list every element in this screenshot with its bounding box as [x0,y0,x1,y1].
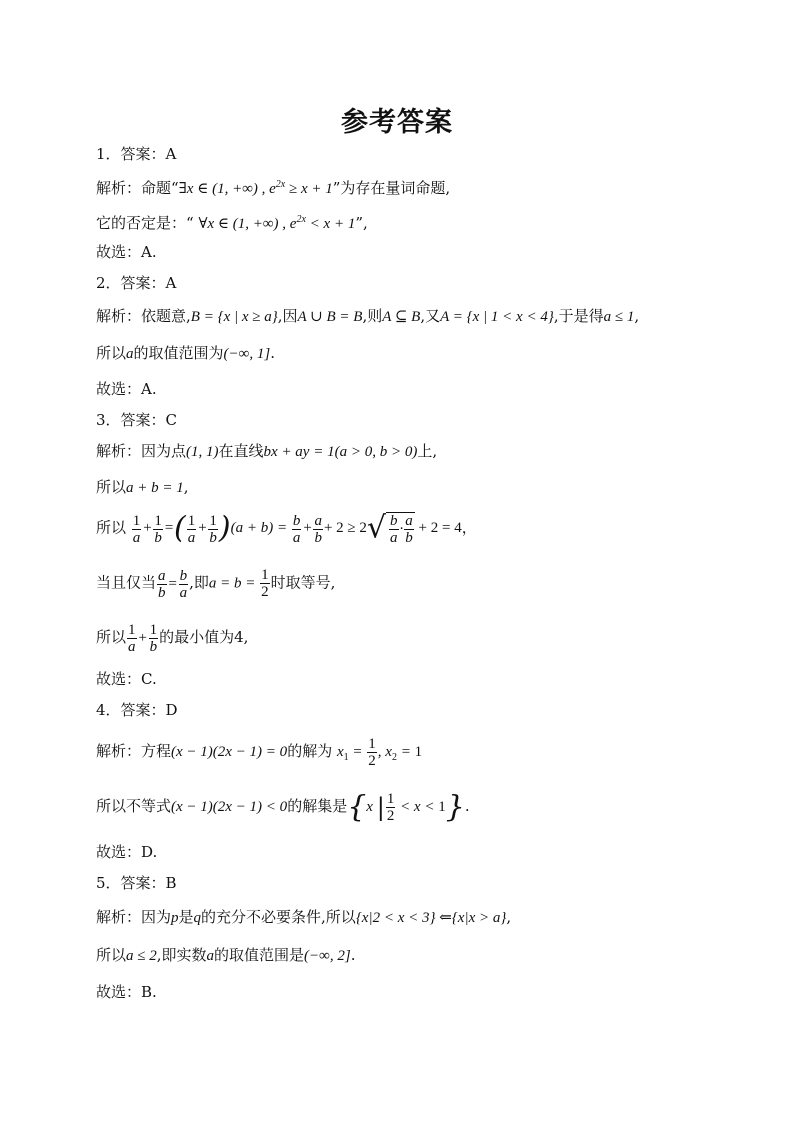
math: (x − 1)(2x − 1) < 0 [171,798,288,815]
q4-analysis-line1 [96,736,422,769]
math: A ⊆ B [382,309,421,325]
q3-analysis-line5 [96,622,248,655]
text: 解析：命题“ [96,179,179,197]
text: 当且仅当 [96,573,157,592]
q2-answer: 2．答案：A [96,274,177,292]
text: 解析：因为 [96,908,172,926]
math: a [126,346,134,362]
math: ∃x ∈ (1, +∞) , $e^{2x} \ge x + 1$ [178,179,333,197]
q1-conclusion: 故选：A. [96,243,157,261]
q3-analysis-line3: 所以 $\frac{1}{a}$ + $\frac{1}{b}$ =( $\frac{1}{a}$ + $\frac{1}{b}$ )(a + b) = $\frac{b}{a}$ + $\frac{a}{b}$ + 2 ≥ 2√ $\frac{b}{a}$ · $\frac{a}{b}$ + 2 = 4， [96,511,477,546]
q2-conclusion: 故选：A. [96,380,157,398]
q1-answer: 1．答案：A [96,145,177,163]
text: 的取值范围为 [133,344,224,362]
q3-conclusion: 故选：C. [96,670,157,688]
q4-analysis-line2 [96,791,470,824]
text: 上, [417,442,438,460]
text: 的最小值为4, [159,627,249,646]
math: (x − 1)(2x − 1) = 0 [171,743,288,760]
q2-analysis-line2 [96,343,275,364]
text: 是 [178,908,194,926]
math: $\frac{a}{b}$ = $\frac{b}{a}$ [158,567,188,601]
text: 所以 [96,946,127,964]
math: A ∪ B = B [297,309,363,325]
text: 所以不等式 [96,796,172,815]
text: ,又 [420,307,441,325]
q3-analysis-line4: 当且仅当 $\frac{a}{b}$ = $\frac{b}{a}$ ,即a = b = $\frac{1}{2}$ 时取等号, [96,567,336,601]
q5-analysis-line2 [96,945,355,966]
q3-analysis-line2 [96,477,189,498]
math: a [206,948,215,964]
q3-answer: 3．答案：C [96,411,178,429]
math: (1, 1) [186,444,219,460]
math: {x | $\frac{1}{2}$ < x < 1} [347,789,465,825]
math: a + b = 1 [126,480,184,496]
text: , [634,307,640,325]
text: ,因 [277,307,298,325]
math: a ≤ 2 [126,948,157,964]
text: ,于是得 [553,307,604,325]
q4-answer: 4．答案：D [96,701,178,719]
math: a ≤ 1 [603,309,635,325]
math: A = {x | 1 < x < 4} [440,309,554,325]
text: , [183,478,189,496]
q5-analysis-line1 [96,907,511,928]
text: . [270,344,275,362]
page-title: 参考答案 [341,107,453,138]
text: ,则 [362,307,383,325]
math: (−∞, 2] [304,948,351,964]
math: $\frac{1}{a}$ + $\frac{1}{b}$ [128,622,158,655]
q1-analysis-line1 [96,175,450,199]
text: , [506,908,512,926]
text: ”为存在量词命题, [332,179,451,197]
math: p [171,910,179,926]
text: 解析：因为点 [96,442,187,460]
text: 解析：方程 [96,741,172,760]
math: B = {x | x ≥ a} [190,309,278,325]
q5-conclusion: 故选：B. [96,983,157,1001]
inequality-derivation: $\frac{1}{a}$ + $\frac{1}{b}$ =( $\frac{1}{a}$ + $\frac{1}{b}$ )(a + b) = $\frac{b}{a}$ + $\frac{a}{b}$ + 2 ≥ 2√ $\frac{b}{a}$ · $\frac{a}{b}$ + 2 = 4 [132,511,462,546]
text: 所以 [96,627,127,646]
text: . [350,946,356,964]
math: q [193,910,202,926]
math: $x_1$ = $\frac{1}{2}$ , $x_2 = 1$ [336,736,423,769]
text: 的充分不必要条件,所以 [201,908,356,926]
text: 在直线 [218,442,264,460]
math: bx + ay = 1(a > 0, b > 0) [263,444,418,460]
text: 解析：依题意, [96,307,191,325]
text: 所以 [96,518,127,537]
q3-analysis-line1 [96,441,437,462]
text: ”, [355,214,368,232]
text: . [464,796,470,815]
q2-analysis-line1 [96,306,639,327]
text: 所以 [96,344,127,362]
text: 的解为 [287,741,333,760]
text: 所以 [96,478,127,496]
math: {x|2 < x < 3} ⇐{x|x > a} [355,910,507,926]
q5-answer: 5．答案：B [96,874,177,892]
text: ,即 [189,573,209,592]
text: 它的否定是：“ [96,214,199,232]
math: a = b = [208,575,260,592]
q4-conclusion: 故选：D. [96,843,158,861]
math: (−∞, 1] [223,346,271,362]
text: 的解集是 [287,796,348,815]
math: ∀x ∈ (1, +∞) , $e^{2x} < x + 1$ [198,214,356,232]
text: ,即实数 [156,946,207,964]
text: 的取值范围是 [214,946,305,964]
q1-analysis-line2 [96,210,368,234]
text: 时取等号, [270,573,336,592]
